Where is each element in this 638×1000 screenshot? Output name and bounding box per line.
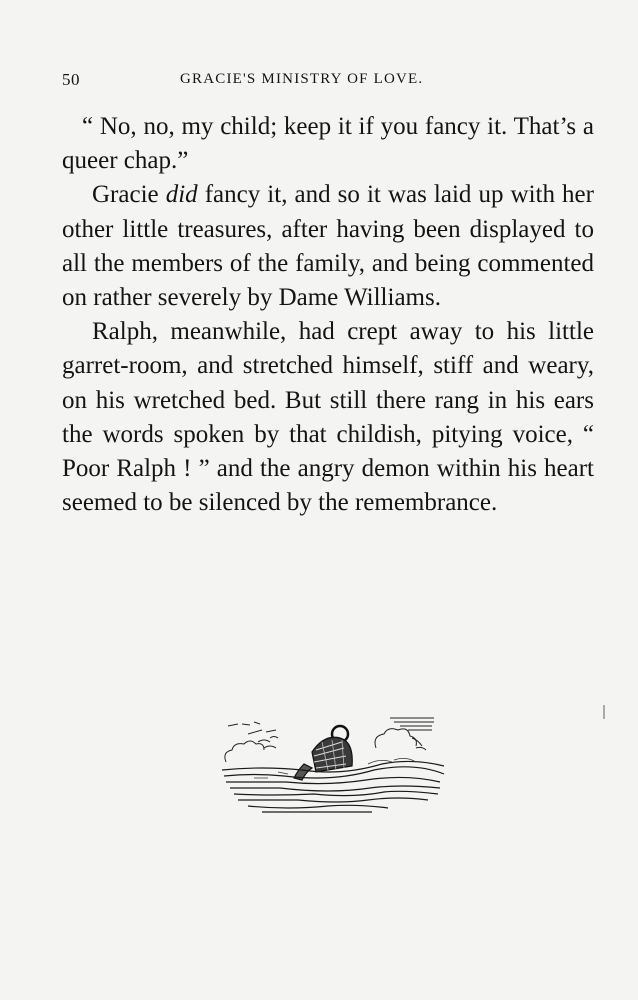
margin-mark <box>603 705 605 719</box>
wave-vignette-icon <box>218 712 450 822</box>
paragraph-text: “ No, no, my child; keep it if you fancy it. That’s a queer chap.” <box>62 113 594 175</box>
emphasis-text: did <box>165 181 198 209</box>
running-title: GRACIE'S MINISTRY OF LOVE. <box>180 71 424 87</box>
paragraph-text: Ralph, meanwhile, had crept away to his little garret-room, and stretched himself, stiff and weary, on his wretched bed. But still there rang in his ears the words spoken by that childish, pitying voice, “ Poor Ralph ! ” and the angry demon within his heart seemed to be silenced by the remembrance. <box>62 318 594 517</box>
body-text <box>62 110 594 520</box>
page-number: 50 <box>62 70 80 89</box>
paragraph-3 <box>62 315 594 520</box>
paragraph-1 <box>62 110 594 178</box>
paragraph-text: fancy it, and so it was laid up with her other little treasures, after having been displayed to all the members of the family, and being commented on rather severely by Dame Williams. <box>62 181 594 312</box>
paragraph-text: Gracie <box>92 181 166 209</box>
paragraph-2 <box>62 178 594 315</box>
running-head <box>62 70 594 94</box>
